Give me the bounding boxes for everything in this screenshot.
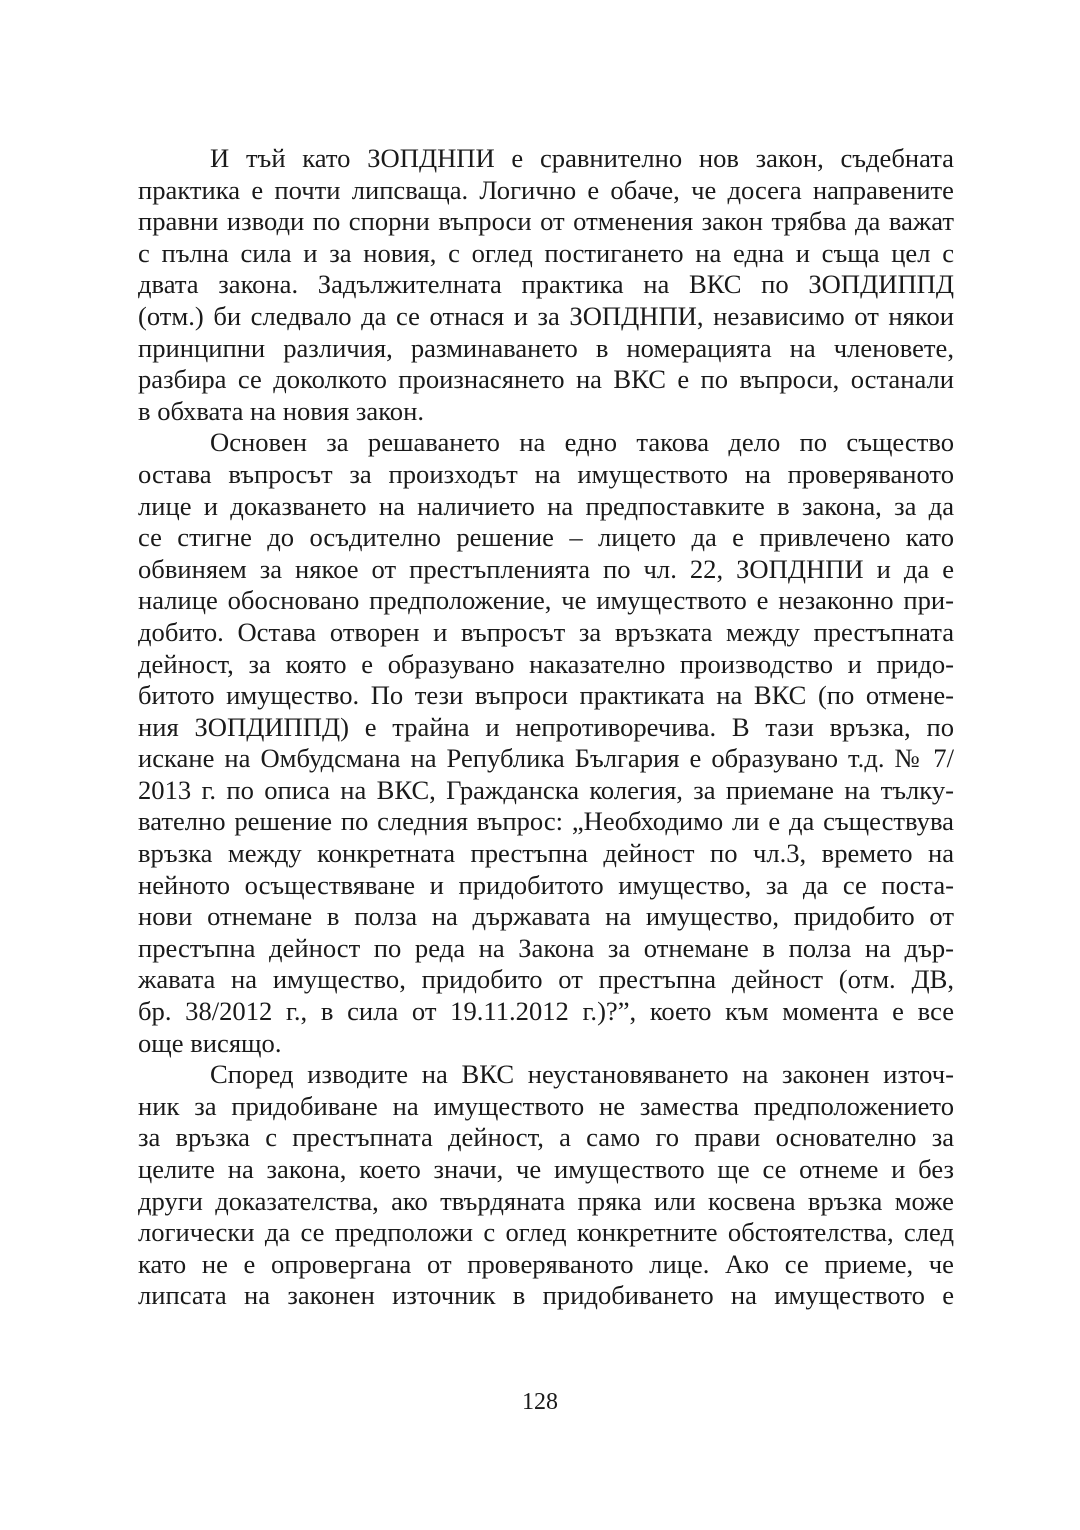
text-line: ния ЗОПДИППД) е трайна и непротиворечива. В тази връзка, по [138,711,954,742]
text-line: обвиняем за някое от престъпленията по чл. 22, ЗОПДНПИ и да е [138,553,954,584]
text-line: Според изводите на ВКС неустановяването на законен източ- [210,1059,954,1090]
text-line: И тъй като ЗОПДНПИ е сравнително нов закон, съдебната [210,143,954,173]
text-line: връзка между конкретната престъпна дейност по чл.3, времето на [138,838,954,869]
text-line: остава въпросът за произходът на имуществото на проверяваното [138,458,954,489]
text-line: лице и доказването на наличието на предпоставките в закона, за да [138,490,954,521]
text-line: битото имущество. По тези въпроси практиката на ВКС (по отмене- [138,680,954,711]
text-line: правни изводи по спорни въпроси от отменения закон трябва да важат [138,206,954,237]
text-line: дейност, за която е образувано наказателно производство и придо- [138,648,954,679]
text-line: Основен за решаването на едно такова дело по същество [210,427,954,458]
text-line: двата закона. Задължителната практика на ВКС по ЗОПДИППД [138,269,954,300]
text-line: практика е почти липсваща. Логично е обаче, че досега направените [138,174,954,205]
page-number: 128 [522,1389,558,1415]
text-line: се стигне до осъдително решение – лицето да е привлечено като [138,522,954,553]
text-line: 2013 г. по описа на ВКС, Гражданска колегия, за приемане на тълку- [138,774,954,805]
text-line: логически да се предположи с оглед конкретните обстоятелства, след [138,1217,954,1248]
text-line: нови отнемане в полза на държавата на имущество, придобито от [138,901,954,932]
text-line: липсата на законен източник в придобиването на имуществото е [138,1280,954,1311]
text-line: целите на закона, което значи, че имуществото ще се отнеме и без [138,1154,954,1184]
text-line: (отм.) би следвало да се отнася и за ЗОПДНПИ, независимо от някои [138,300,954,331]
text-line: в обхвата на новия закон. [138,395,424,426]
text-line: бр. 38/2012 г., в сила от 19.11.2012 г.)?”, което към момента е все [138,996,954,1027]
text-line: вателно решение по следния въпрос: „Необходимо ли е да съществува [138,806,954,837]
text-line: налице обосновано предположение, че имуществото е незаконно при- [138,585,954,616]
paragraph [138,1059,954,1312]
paragraph [138,143,954,427]
text-line: искане на Омбудсмана на Република България е образувано т.д. № 7/ [138,743,954,774]
text-line: добито. Остава отворен и въпросът за връзката между престъпната [138,616,954,647]
text-line: ник за придобиване на имуществото не замества предположението [138,1090,954,1121]
text-line: като не е опровергана от проверяваното лице. Ако се приеме, че [138,1248,954,1279]
paragraph [138,427,954,1059]
text-line: принципни различия, разминаването в номерацията на членовете, [138,332,954,363]
text-line: престъпна дейност по реда на Закона за отнемане в полза на дър- [138,932,954,963]
text-line: за връзка с престъпната дейност, а само го прави основателно за [138,1122,954,1153]
body-text [138,143,954,1312]
text-line: нейното осъществяване и придобитото имущество, за да се поста- [138,869,954,900]
text-line: още висящо. [138,1027,282,1058]
text-line: разбира се доколкото произнасянето на ВКС е по въпроси, останали [138,364,954,395]
text-line: с пълна сила и за новия, с оглед постигането на една и съща цел с [138,237,954,268]
text-line: жавата на имущество, придобито от престъпна дейност (отм. ДВ, [138,964,954,995]
text-line: други доказателства, ако твърдяната пряка или косвена връзка може [138,1185,954,1216]
